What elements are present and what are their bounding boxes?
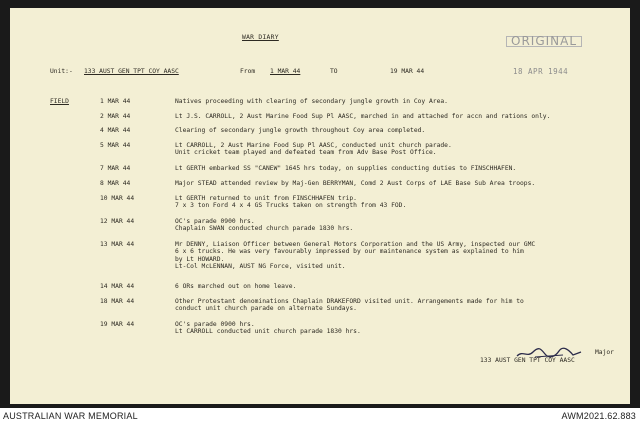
entry-line: OC's parade 0900 hrs. bbox=[175, 321, 255, 328]
entry-line: Lt GERTH embarked SS "CANEW" 1645 hrs today, on supplies conducting duties to FINSCHHAFEN. bbox=[175, 165, 517, 172]
entry-date: 19 MAR 44 bbox=[100, 321, 135, 328]
entry-line: 7 x 3 ton Ford 4 x 4 GS Trucks taken on strength from 43 FOD. bbox=[175, 202, 407, 210]
entry-line: Chaplain SWAN conducted church parade 1830 hrs. bbox=[175, 225, 354, 233]
entry-line: conduct unit church parade on alternate Sundays. bbox=[175, 305, 357, 313]
entry-line: Lt CARROLL conducted unit church parade 1830 hrs. bbox=[175, 328, 361, 336]
archive-credit: AUSTRALIAN WAR MEMORIAL bbox=[3, 411, 138, 421]
entry-text bbox=[175, 218, 625, 233]
received-date-stamp: 18 APR 1944 bbox=[513, 67, 569, 76]
entry-line: 6 x 6 trucks. He was very favourably impressed by our maintenance system as explained to him bbox=[175, 248, 524, 256]
war-diary-page bbox=[10, 8, 630, 404]
entry-text bbox=[175, 113, 625, 120]
from-label: From bbox=[240, 68, 256, 75]
to-value: 19 MAR 44 bbox=[390, 68, 425, 75]
entry-line: Lt-Col McLENNAN, AUST NG Force, visited unit. bbox=[175, 263, 346, 271]
entry-text bbox=[175, 165, 625, 172]
entry-date: 5 MAR 44 bbox=[100, 142, 131, 149]
entry-date: 13 MAR 44 bbox=[100, 241, 135, 248]
entry-line: Lt GERTH returned to unit from FINSCHHAFEN trip. bbox=[175, 195, 357, 202]
entry-line: Natives proceeding with clearing of secondary jungle growth in Coy Area. bbox=[175, 98, 448, 105]
accession-number: AWM2021.62.883 bbox=[561, 411, 636, 421]
entry-text bbox=[175, 180, 625, 187]
entry-text bbox=[175, 98, 625, 105]
entry-line: Mr DENNY, Liaison Officer between General Motors Corporation and the US Army, inspected our GMC bbox=[175, 241, 536, 248]
entry-date: 10 MAR 44 bbox=[100, 195, 135, 202]
entry-date: 2 MAR 44 bbox=[100, 113, 131, 120]
entry-line: Other Protestant denominations Chaplain DRAKEFORD visited unit. Arrangements made for him to bbox=[175, 298, 524, 305]
entry-line: Unit cricket team played and defeated team from Adv Base Post Office. bbox=[175, 149, 437, 157]
entry-date: 7 MAR 44 bbox=[100, 165, 131, 172]
field-label: FIELD bbox=[50, 98, 69, 105]
entry-line: Lt CARROLL, 2 Aust Marine Food Sup Pl AASC, conducted unit church parade. bbox=[175, 142, 452, 149]
entry-text bbox=[175, 127, 625, 134]
entry-text bbox=[175, 142, 625, 157]
original-stamp: ORIGINAL bbox=[506, 36, 582, 47]
entry-date: 8 MAR 44 bbox=[100, 180, 131, 187]
entry-date: 12 MAR 44 bbox=[100, 218, 135, 225]
entry-date: 14 MAR 44 bbox=[100, 283, 135, 290]
entry-date: 18 MAR 44 bbox=[100, 298, 135, 305]
entry-text bbox=[175, 298, 625, 313]
entry-text bbox=[175, 321, 625, 336]
entry-line: by Lt HOWARD. bbox=[175, 255, 225, 263]
signature-rank: Major bbox=[595, 349, 614, 356]
entry-text bbox=[175, 283, 625, 290]
entry-line: Lt J.S. CARROLL, 2 Aust Marine Food Sup Pl AASC, marched in and attached for accn and rations only. bbox=[175, 113, 551, 120]
entry-line: Clearing of secondary jungle growth throughout Coy area completed. bbox=[175, 127, 426, 134]
to-label: TO bbox=[330, 68, 338, 75]
entry-date: 1 MAR 44 bbox=[100, 98, 131, 105]
unit-label: Unit:- bbox=[50, 68, 73, 75]
signature-unit: 133 AUST GEN TPT COY AASC bbox=[480, 357, 575, 364]
document-title: WAR DIARY bbox=[242, 34, 279, 41]
entry-text bbox=[175, 241, 625, 271]
entry-text bbox=[175, 195, 625, 210]
entry-date: 4 MAR 44 bbox=[100, 127, 131, 134]
entry-line: 6 ORs marched out on home leave. bbox=[175, 283, 297, 290]
from-value: 1 MAR 44 bbox=[270, 68, 301, 75]
unit-value: 133 AUST GEN TPT COY AASC bbox=[84, 68, 179, 75]
entry-line: Major STEAD attended review by Maj-Gen BERRYMAN, Comd 2 Aust Corps of LAE Base Sub Area troops. bbox=[175, 180, 536, 187]
entry-line: OC's parade 0900 hrs. bbox=[175, 218, 255, 225]
